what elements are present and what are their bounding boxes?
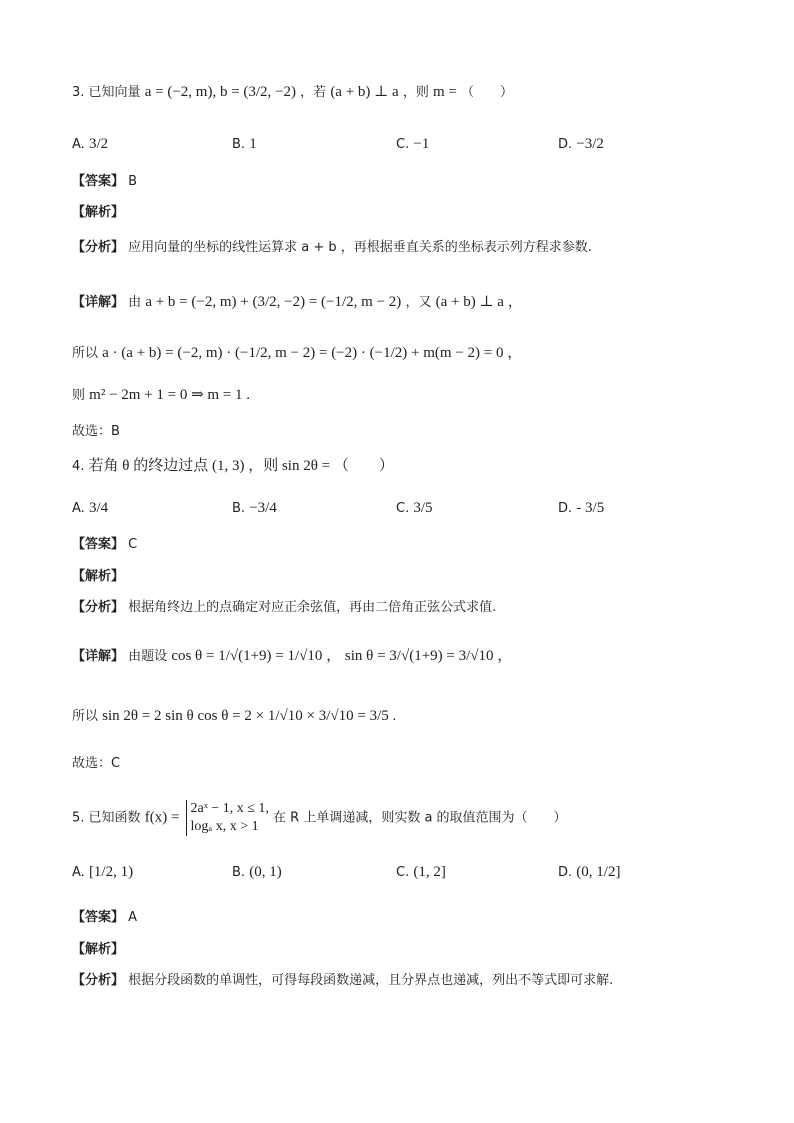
option-label: C. (396, 137, 410, 152)
q4-detail-line2 (72, 706, 396, 727)
option-value: - 3/5 (576, 500, 605, 516)
q4-stem (72, 456, 394, 477)
q3-vectors: a = (−2, m), b = (3/2, −2) (144, 84, 297, 100)
option-label: B. (232, 865, 246, 880)
answer-tag: 【答案】 (72, 174, 125, 189)
answer-value: A (128, 910, 138, 925)
q3-perp: (a + b) ⊥ a (330, 84, 399, 100)
analysis-tag: 【解析】 (72, 569, 125, 584)
analysis-tag: 【解析】 (72, 942, 125, 957)
answer-value: C (128, 537, 138, 552)
q5-option-d[interactable] (558, 862, 620, 883)
q4-answer (72, 535, 137, 555)
detail-text: 所以 (72, 709, 99, 724)
option-label: C. (396, 865, 410, 880)
fenxi-tag: 【分析】 (72, 600, 125, 615)
q5-piecewise (186, 800, 269, 836)
detail-text: 由 (128, 295, 142, 310)
q5-number: 5. (72, 810, 85, 826)
q3-detail-line2 (72, 343, 522, 364)
q4-analysis (72, 567, 124, 587)
detail-text: 则 (72, 388, 86, 403)
option-label: D. (558, 501, 573, 516)
q3-stem-end: ，则 (402, 85, 429, 100)
q5-analysis (72, 940, 124, 960)
option-value: −3/4 (249, 500, 277, 516)
option-value: (0, 1) (249, 864, 282, 880)
detail-text: 所以 (72, 346, 99, 361)
answer-value: B (128, 174, 138, 189)
q4-fenxi (72, 598, 496, 618)
q4-stem-text: 若角 θ 的终边过点 (1, 3) ，则 sin 2θ = （ ） (88, 458, 394, 474)
detail-tag: 【详解】 (72, 649, 125, 664)
q3-number: 3. (72, 85, 85, 100)
q3-stem-pre: 已知向量 (88, 85, 141, 100)
q3-option-a[interactable] (72, 134, 108, 155)
q3-option-d[interactable] (558, 134, 604, 155)
answer-tag: 【答案】 (72, 537, 125, 552)
q5-option-a[interactable] (72, 862, 133, 883)
option-value: (0, 1/2] (576, 864, 621, 880)
analysis-tag: 【解析】 (72, 205, 125, 220)
q5-stem-end: 在 R 上单调递减，则实数 a 的取值范围为（ ） (273, 810, 567, 826)
q4-option-c[interactable] (396, 498, 433, 519)
fenxi-tag: 【分析】 (72, 240, 125, 255)
option-value: [1/2, 1) (88, 864, 134, 880)
detail-text: ，又 (405, 295, 432, 310)
q4-option-d[interactable] (558, 498, 604, 519)
option-label: A. (72, 137, 85, 152)
option-label: D. (558, 137, 573, 152)
q3-stem-mid: ，若 (300, 85, 327, 100)
option-value: 1 (249, 136, 257, 152)
choose-text: 故选：C (72, 756, 121, 771)
fenxi-tag: 【分析】 (72, 973, 125, 988)
q3-answer (72, 172, 137, 192)
q4-option-b[interactable] (232, 498, 277, 519)
fenxi-text: 应用向量的坐标的线性运算求 a + b ，再根据垂直关系的坐标表示列方程求参数. (128, 240, 592, 255)
option-value: −3/2 (576, 136, 604, 152)
answer-tag: 【答案】 (72, 910, 125, 925)
detail-text: 由题设 (128, 649, 168, 664)
option-label: B. (232, 501, 246, 516)
option-value: 3/4 (88, 500, 109, 516)
q4-option-a[interactable] (72, 498, 108, 519)
detail-math: (a + b) ⊥ a ， (435, 294, 523, 310)
q5-stem-pre: 已知函数 (88, 810, 141, 826)
q3-fenxi (72, 238, 592, 258)
detail-math: cos θ = 1/√(1+9) = 1/√10 ， sin θ = 3/√(1+9) = 3/√10 ， (171, 648, 513, 664)
q3-detail-line3 (72, 385, 250, 406)
option-value: 3/5 (413, 500, 433, 516)
detail-math: m² − 2m + 1 = 0 ⇒ m = 1 . (89, 387, 251, 403)
option-label: A. (72, 501, 85, 516)
option-label: A. (72, 865, 85, 880)
q5-answer (72, 908, 137, 928)
q4-detail-line1 (72, 646, 512, 667)
q3-option-c[interactable] (396, 134, 429, 155)
q3-option-b[interactable] (232, 134, 257, 155)
q3-choose (72, 422, 120, 442)
option-label: B. (232, 137, 246, 152)
q3-m: m = (432, 84, 457, 100)
q3-stem (72, 82, 513, 103)
q4-choose (72, 754, 120, 774)
q5-option-c[interactable] (396, 862, 446, 883)
fenxi-text: 根据分段函数的单调性，可得每段函数递减，且分界点也递减，列出不等式即可求解. (128, 973, 614, 988)
q3-paren: （ ） (461, 85, 514, 100)
option-value: (1, 2] (413, 864, 446, 880)
fenxi-text: 根据角终边上的点确定对应正余弦值，再由二倍角正弦公式求值. (128, 600, 497, 615)
detail-tag: 【详解】 (72, 295, 125, 310)
q5-case2: logₐ x, x > 1 (190, 819, 259, 834)
option-value: 3/2 (88, 136, 109, 152)
q3-detail-line1 (72, 292, 523, 313)
detail-math: sin 2θ = 2 sin θ cos θ = 2 × 1/√10 × 3/√10 = 3/5 . (102, 708, 397, 724)
detail-math: a + b = (−2, m) + (3/2, −2) = (−1/2, m − 2) (145, 294, 402, 310)
q3-analysis (72, 203, 124, 223)
q5-stem (72, 800, 567, 836)
option-label: D. (558, 865, 573, 880)
option-value: −1 (413, 136, 430, 152)
detail-math: a · (a + b) = (−2, m) · (−1/2, m − 2) = (−2) · (−1/2) + m(m − 2) = 0 ， (102, 345, 523, 361)
q5-option-b[interactable] (232, 862, 282, 883)
q5-fx: f(x) = (144, 809, 180, 826)
q4-number: 4. (72, 459, 85, 474)
option-label: C. (396, 501, 410, 516)
choose-text: 故选：B (72, 424, 120, 439)
q5-case1: 2aˣ − 1, x ≤ 1, (190, 801, 269, 816)
q5-fenxi (72, 971, 613, 991)
